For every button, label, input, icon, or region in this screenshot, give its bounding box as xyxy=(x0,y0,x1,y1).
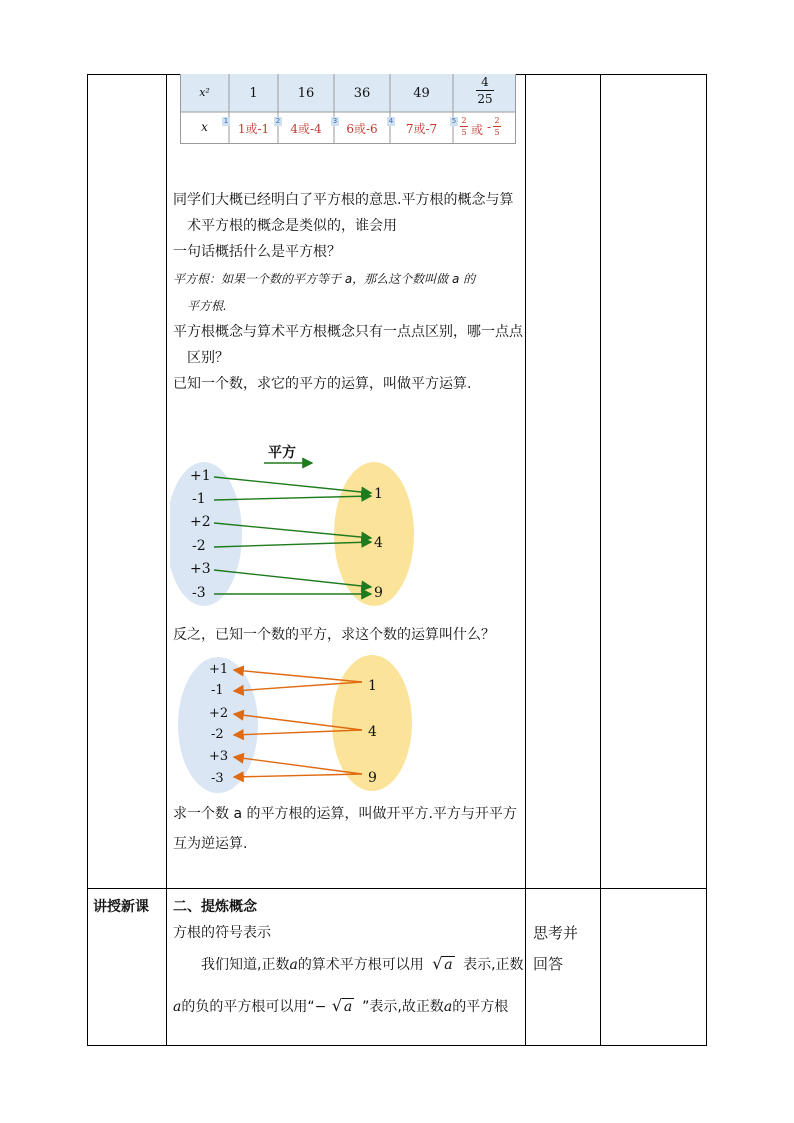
paragraph-line: 已知一个数，求它的平方的运算，叫做平方运算. xyxy=(173,376,472,392)
domain-value: +1 xyxy=(190,468,211,484)
mapping-arrow xyxy=(234,670,362,682)
minus-sign: − xyxy=(314,999,327,1015)
fraction-denominator: 5 xyxy=(461,128,467,137)
range-value: 1 xyxy=(374,486,383,502)
text-segment: 的算术平方根可以用 xyxy=(297,957,424,973)
paragraph-line: 反之，已知一个数的平方，求这个数的运算叫什么？ xyxy=(173,627,495,643)
table-cell: 1或-1 xyxy=(237,122,270,136)
fraction-denominator: 5 xyxy=(494,128,500,137)
range-value: 4 xyxy=(368,724,377,740)
fraction-bar xyxy=(493,126,501,127)
fraction-numerator: 4 xyxy=(481,75,489,89)
fraction-answer-cell xyxy=(460,116,516,142)
paragraph-line: 求一个数 a 的平方根的运算，叫做开平方.平方与开平方 xyxy=(173,806,517,822)
table-cell: 16 xyxy=(297,86,315,101)
minus-sign: - xyxy=(487,120,492,134)
definition-line: 平方根：如果一个数的平方等于 a，那么这个数叫做 a 的 xyxy=(173,272,476,286)
radicand: a xyxy=(444,957,453,973)
fraction-bar xyxy=(476,90,494,91)
student-activity-line: 回答 xyxy=(533,955,564,973)
domain-value: -3 xyxy=(192,585,206,601)
sqrt-symbol: √ a xyxy=(331,996,353,1015)
row-header-x-squared: x² xyxy=(199,86,210,99)
mapping-arrow xyxy=(234,774,362,777)
text-segment: 表示,正数 xyxy=(463,957,524,973)
student-activity-line: 思考并 xyxy=(533,924,579,942)
fraction-4-over-25 xyxy=(476,75,494,106)
sqrt-notation-line-2 xyxy=(173,998,508,1016)
table-bottom-border xyxy=(87,1045,707,1046)
variable-a: a xyxy=(443,999,453,1015)
domain-value: +1 xyxy=(209,662,229,677)
operation-label: 平方 xyxy=(268,445,296,461)
fraction-bar xyxy=(460,126,468,127)
cell-marker: 3 xyxy=(332,117,338,125)
paragraph-line: 区别？ xyxy=(187,350,229,366)
square-root-mapping-diagram xyxy=(176,655,416,795)
range-value: 9 xyxy=(368,770,377,786)
square-value-table xyxy=(180,74,516,144)
text-segment: 的负的平方根可以用“ xyxy=(181,999,315,1015)
section-label: 讲授新课 xyxy=(93,899,149,915)
variable-a: a xyxy=(173,999,182,1015)
variable-a: a xyxy=(289,957,298,973)
cell-marker: 4 xyxy=(388,117,394,125)
text-segment: 的平方根 xyxy=(452,999,509,1015)
domain-value: -1 xyxy=(211,683,224,698)
paragraph-line: 同学们大概已经明白了平方根的意思.平方根的概念与算 xyxy=(173,192,514,208)
domain-value: +3 xyxy=(209,749,229,764)
radicand: a xyxy=(343,999,353,1015)
fraction-two-fifths xyxy=(460,116,468,137)
section-subtitle: 方根的符号表示 xyxy=(173,925,271,941)
table-left-border xyxy=(87,74,88,1046)
text-segment: 我们知道,正数 xyxy=(201,957,290,973)
fraction-denominator: 25 xyxy=(477,92,493,106)
paragraph-line: 一句话概括什么是平方根？ xyxy=(173,244,341,260)
paragraph-line: 平方根概念与算术平方根概念只有一点点区别，哪一点点 xyxy=(173,324,523,340)
domain-value: -1 xyxy=(192,491,206,507)
table-col-divider-3 xyxy=(600,74,601,1046)
fraction-numerator: 2 xyxy=(461,116,467,125)
table-right-border xyxy=(706,74,707,1046)
fraction-numerator: 2 xyxy=(494,116,500,125)
range-value: 4 xyxy=(374,535,383,551)
domain-value: -3 xyxy=(211,771,224,786)
domain-value: -2 xyxy=(192,538,206,554)
cell-marker: 5 xyxy=(451,117,457,125)
fraction-two-fifths xyxy=(493,116,501,137)
range-value: 1 xyxy=(368,678,377,694)
cell-marker: 1 xyxy=(223,117,229,125)
sqrt-notation-line-1 xyxy=(201,956,524,974)
table-cell: 6或-6 xyxy=(346,122,378,136)
table-cell: 7或-7 xyxy=(405,122,438,136)
text-segment: ”表示,故正数 xyxy=(362,999,444,1015)
domain-value: +2 xyxy=(190,514,211,530)
row-header-x: x xyxy=(201,120,208,134)
paragraph-line: 术平方根的概念是类似的，谁会用 xyxy=(187,218,397,234)
domain-value: +2 xyxy=(209,706,229,721)
table-cell: 36 xyxy=(353,86,371,101)
squaring-mapping-diagram xyxy=(170,438,420,610)
table-col-divider-1 xyxy=(166,74,167,1046)
table-cell: 1 xyxy=(249,86,258,101)
definition-line: 平方根. xyxy=(187,299,227,313)
domain-value: +3 xyxy=(190,561,211,577)
sqrt-symbol: √ a xyxy=(432,954,453,973)
table-row-divider xyxy=(87,888,707,889)
range-value: 9 xyxy=(374,585,383,601)
domain-value: -2 xyxy=(211,727,224,742)
paragraph-line: 互为逆运算. xyxy=(173,836,248,852)
table-col-divider-2 xyxy=(525,74,526,1046)
or-text: 或 xyxy=(471,123,484,137)
table-cell: 4或-4 xyxy=(290,122,322,136)
cell-marker: 2 xyxy=(275,117,281,125)
table-cell: 49 xyxy=(413,86,430,101)
section-title: 二、提炼概念 xyxy=(173,899,257,915)
